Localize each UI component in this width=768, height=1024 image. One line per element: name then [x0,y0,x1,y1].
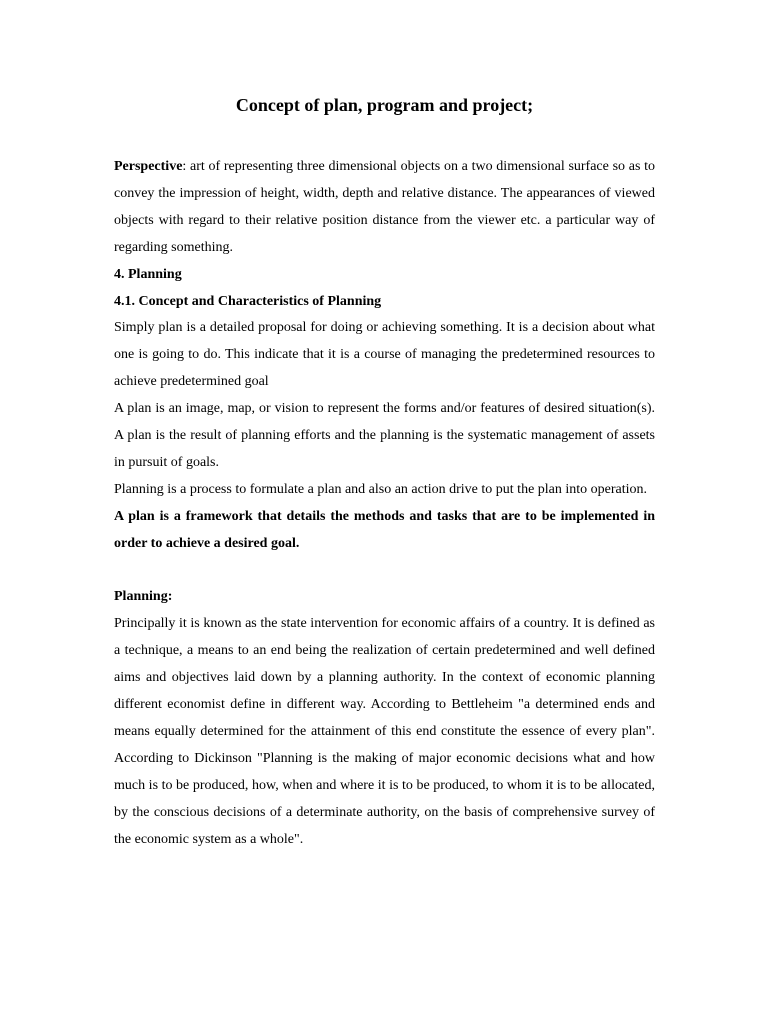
document-content [114,92,655,854]
perspective-definition: : art of representing three dimensional objects on a two dimensional surface so as to convey the impression of height, width, depth and relative distance. The appearances of viewed objects with regard to their relative position distance from the viewer etc. a particular way of regarding something. [114,159,655,255]
body-paragraph-plan-definition: Simply plan is a detailed proposal for doing or achieving something. It is a decision about what one is going to do. This indicate that it is a course of managing the predetermined resources to achieve predetermined goal [114,320,655,390]
body-paragraph-planning-process: Planning is a process to formulate a plan and also an action drive to put the plan into operation. [114,481,648,497]
perspective-paragraph [114,154,655,262]
planning-heading: Planning: [114,589,173,605]
page-title: Concept of plan, program and project; [235,95,534,115]
paragraph-spacer [114,558,655,585]
bold-statement: A plan is a framework that details the methods and tasks that are to be implemented in order to achieve a desired goal. [114,508,655,551]
subsection-heading: 4.1. Concept and Characteristics of Planning [114,293,382,309]
planning-paragraph: Principally it is known as the state intervention for economic affairs of a country. It is defined as a technique, a means to an end being the realization of certain predetermined and well defined aims and objectives laid down by a planning authority. In the context of economic planning different economist define in different way. According to Bettleheim "a determined ends and means equally determined for the attainment of this end constitute the essence of every plan". According to Dickinson "Planning is the making of major economic decisions what and how much is to be produced, how, when and where it is to be produced, to whom it is to be allocated, by the conscious decisions of a determinate authority, on the basis of comprehensive survey of the economic system as a whole". [114,616,655,847]
perspective-term: Perspective [114,159,183,174]
section-heading: 4. Planning [114,266,182,282]
body-paragraph-plan-image: A plan is an image, map, or vision to represent the forms and/or features of desired situation(s). A plan is the result of planning efforts and the planning is the systematic management of assets in pursuit of goals. [114,401,655,470]
